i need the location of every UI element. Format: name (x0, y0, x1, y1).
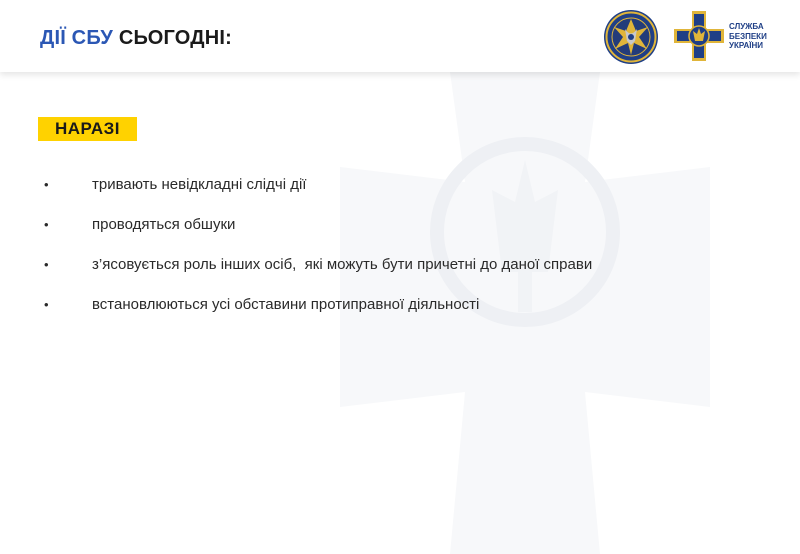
page-title-accent: ДІЇ СБУ (40, 27, 114, 49)
page-title-rest: СЬОГОДНІ: (118, 27, 232, 49)
header-bar (0, 0, 800, 72)
bullet-icon: • (44, 217, 49, 232)
section-badge: НАРАЗІ (38, 117, 137, 141)
bullet-icon: • (44, 297, 49, 312)
list-item-text: проводяться обшуки (92, 216, 236, 233)
bullet-icon: • (44, 177, 49, 192)
org-name-line-1: СЛУЖБА (729, 22, 764, 31)
list-item-text: встановлюються усі обставини протиправної діяльності (92, 296, 480, 313)
bullet-icon: • (44, 257, 49, 272)
sbu-alpha-emblem-icon (603, 9, 659, 65)
org-name-line-2: БЕЗПЕКИ (729, 31, 767, 41)
list-item-text: з’ясовується роль інших осіб, які можуть бути причетні до даної справи (92, 256, 593, 273)
page-title (40, 27, 232, 50)
organization-name (729, 22, 767, 51)
sbu-cross-emblem-icon (672, 9, 726, 63)
list-item-text: тривають невідкладні слідчі дії (92, 176, 307, 193)
org-name-line-3: УКРАЇНИ (729, 41, 764, 50)
